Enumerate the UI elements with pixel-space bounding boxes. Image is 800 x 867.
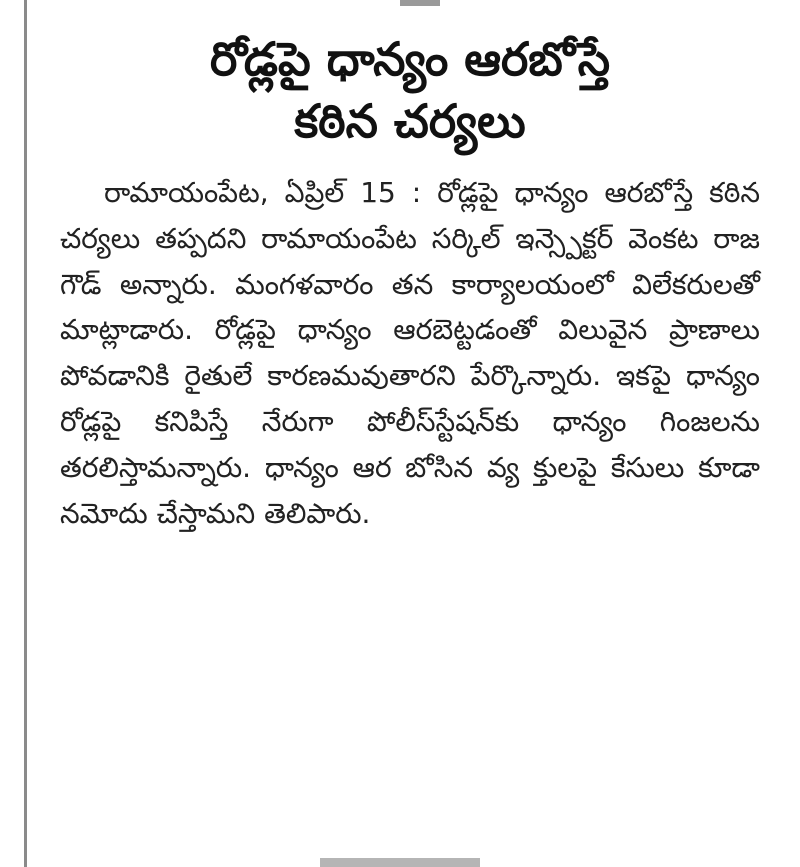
adjacent-article-fragment-bottom — [320, 858, 480, 867]
article-body — [60, 170, 760, 536]
article-body-text: రామాయంపేట, ఏప్రిల్ 15 : రోడ్లపై ధాన్యం ఆరబోస్తే కఠిన చర్యలు తప్పదని రామాయంపేట సర్కిల్ ఇన్స్పెక్టర్ వెంకట రాజ గౌడ్ అన్నారు. మంగళవారం తన కార్యాలయంలో విలేకరులతో మాట్లాడారు. రోడ్లపై ధాన్యం ఆరబెట్టడంతో విలువైన ప్రాణాలు పోవడానికి రైతులే కారణమవుతారని పేర్కొన్నారు. ఇకపై ధాన్యం రోడ్లపై కనిపిస్తే నేరుగా పోలీస్‌స్టేషన్‌కు ధాన్యం గింజలను తరలిస్తామన్నారు. ధాన్యం ఆర బోసిన వ్య క్తులపై కేసులు కూడా నమోదు చేస్తామని తెలిపారు. — [60, 176, 760, 530]
headline-line-1: రోడ్లపై ధాన్యం ఆరబోస్తే — [209, 32, 611, 86]
column-divider-rule — [24, 0, 27, 867]
headline — [60, 28, 760, 152]
news-clipping — [60, 28, 760, 536]
adjacent-article-fragment-top — [400, 0, 440, 6]
headline-line-2: కఠిన చర్యలు — [294, 94, 526, 148]
